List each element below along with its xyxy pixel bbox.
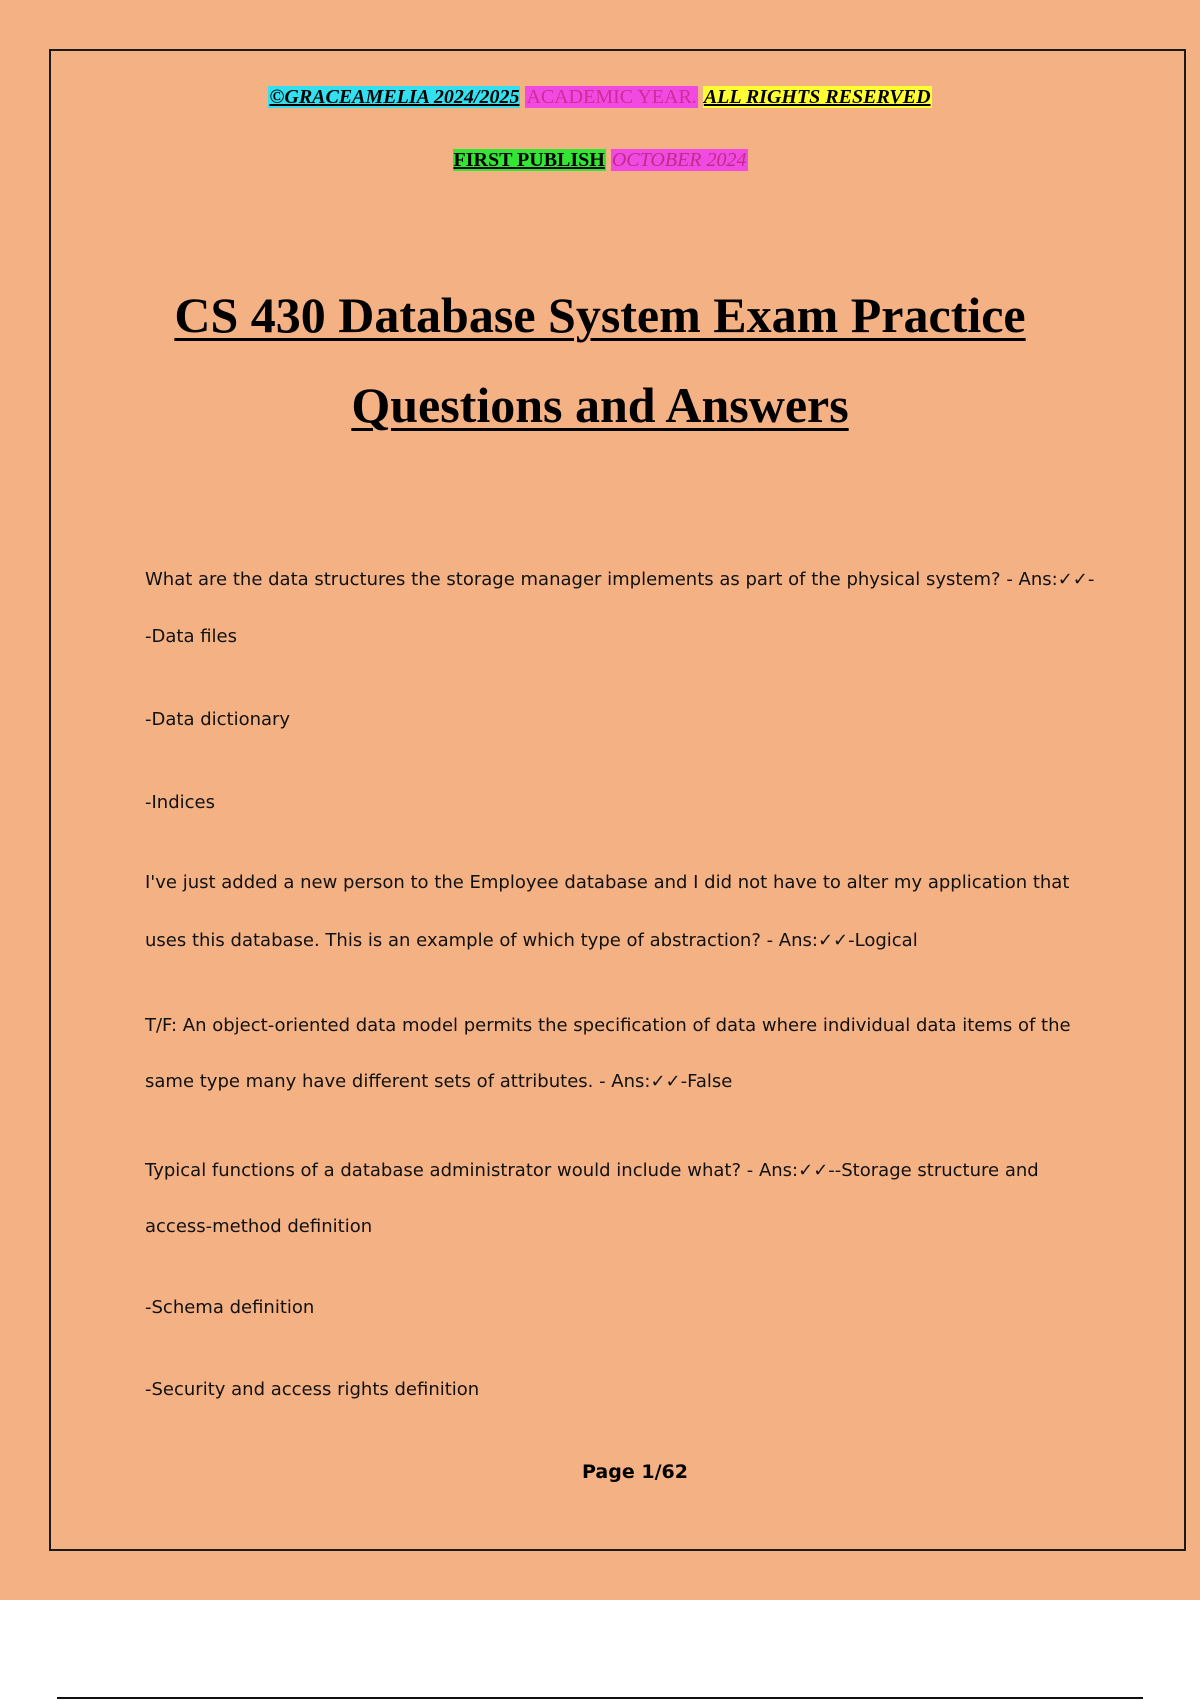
body-line: T/F: An object-oriented data model permits the specification of data where individual data items of the — [145, 1015, 1071, 1036]
publish-date-label: OCTOBER 2024 — [611, 149, 747, 171]
page-number: Page 1/62 — [582, 1461, 688, 1483]
body-line: -Data files — [145, 626, 237, 647]
body-line: What are the data structures the storage manager implements as part of the physical system? - Ans:✓✓- — [145, 569, 1095, 590]
body-line: Typical functions of a database administrator would include what? - Ans:✓✓--Storage structure and — [145, 1160, 1039, 1181]
body-line: uses this database. This is an example of which type of abstraction? - Ans:✓✓-Logical — [145, 930, 918, 951]
body-line: -Indices — [145, 792, 215, 813]
publish-line — [0, 147, 1200, 173]
document-title-line-2: Questions and Answers — [351, 377, 849, 433]
body-line: same type many have different sets of attributes. - Ans:✓✓-False — [145, 1071, 733, 1092]
body-line: -Schema definition — [145, 1297, 315, 1318]
rights-reserved-label: ALL RIGHTS RESERVED — [703, 86, 931, 108]
bottom-divider — [57, 1697, 1143, 1699]
body-line: -Security and access rights definition — [145, 1379, 480, 1400]
body-line: -Data dictionary — [145, 709, 291, 730]
copyright-line — [0, 84, 1200, 110]
body-line: I've just added a new person to the Employee database and I did not have to alter my application that — [145, 872, 1070, 893]
body-line: access-method definition — [145, 1216, 373, 1237]
first-publish-label: FIRST PUBLISH — [453, 149, 605, 171]
document-title-line-1: CS 430 Database System Exam Practice — [174, 287, 1026, 343]
academic-year-label: ACADEMIC YEAR. — [526, 86, 697, 108]
copyright-label: ©GRACEAMELIA 2024/2025 — [269, 86, 520, 108]
